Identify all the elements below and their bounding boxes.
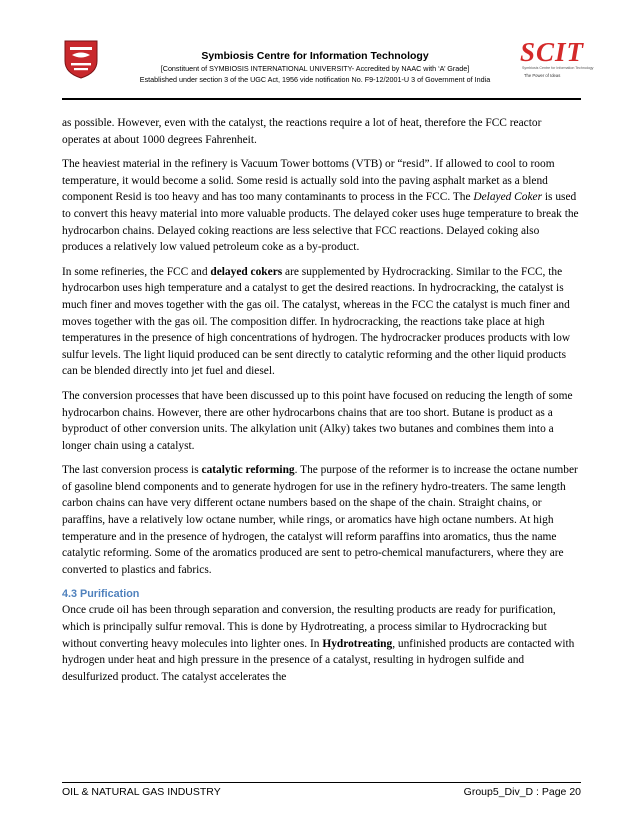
header-divider [62,98,581,100]
header-text [110,36,520,85]
page-body [62,115,581,693]
delayed-coker-term: Delayed Coker [473,191,543,204]
paragraph-hydrocracking-part1: In some refineries, the FCC and [62,265,211,278]
paragraph-hydrocracking-part2: are supplemented by Hydrocracking. Similar to the FCC, the hydrocarbon uses high temperature and a catalyst to get the desired reactions. In hydrocracking, the catalyst is much finer and moves together with the gas oil. The catalyst, whereas in the FCC the catalyst is much finer and moves together with the gas oil. The composition differ. In hydrocracking, the reactions take place at high temperatures in the presence of high concentrations of hydrogen. The hydrocracker produces products with low sulfur levels. The light liquid produced can be sent directly to catalytic reforming and the other liquid products can be blended directly into jet fuel and diesel. [62,265,571,378]
institute-title: Symbiosis Centre for Information Technology [201,50,429,62]
scit-logo [514,37,594,87]
institute-subtitle-line2: Established under section 3 of the UGC Act, 1956 vide notification No. F9-12/2001-U 3 of Government of India [139,75,491,84]
paragraph-resid [62,156,581,256]
scit-logo-word: SCIT [520,37,585,67]
paragraph-reforming [62,462,581,578]
symbiosis-emblem-icon [63,39,99,79]
footer-page-number: Group5_Div_D : Page 20 [463,786,581,798]
paragraph-purification [62,602,581,685]
paragraph-resid-part1: The heaviest material in the refinery is Vacuum Tower bottoms (VTB) or “resid”. If allowed to cool to room temperature, it would become a solid. Some resid is actually sold into the paving asphalt market as a blend component Resid is too heavy and has too many contaminants to process in the FCC. The [62,158,555,204]
hydrotreating-term: Hydrotreating [322,637,393,650]
paragraph-reforming-part1: The last conversion process is [62,464,202,477]
paragraph-purification-part2: , unfinished products are contacted with hydrogen under heat and high pressure in the presence of a catalyst, resulting in hydrogen sulfide and desulfurized product. The catalyst accelerates the [62,637,575,683]
catalytic-reforming-term: catalytic reforming [201,464,295,477]
paragraph-hydrocracking [62,264,581,380]
scit-logo-tagline1: Symbiosis Centre for Information Technology [522,66,594,70]
delayed-cokers-term: delayed cokers [210,265,283,278]
footer-divider [62,782,581,783]
footer-document-title: OIL & NATURAL GAS INDUSTRY [62,786,221,798]
paragraph-resid-part2: is used to convert this heavy material into more valuable products. The delayed coker uses huge temperature to break the hydrocarbon chains. Delayed coking reactions are less selective that FCC reactions. Delayed coking also produces a relatively low valued petroleum coke as a by-product. [62,191,579,254]
paragraph-reforming-part2: . The purpose of the reformer is to increase the octane number of gasoline blend components and to generate hydrogen for use in the refinery hydro-treaters. The same length carbon chains can have very different octane numbers based on the shape of the chain. Straight chains, or paraffins, have a relatively low octane number, while rings, or aromatics have high octane numbers. At high temperature and in the presence of hydrogen, the catalyst will reform paraffins into aromatics, thus the name catalytic reforming. Some of the aromatics produced are sent to petro-chemical manufacturers, where they are converted to plastics and fabrics. [62,464,578,576]
paragraph-purification-part1: Once crude oil has been through separation and conversion, the resulting products are ready for purification, which is principally sulfur removal. This is done by Hydrotreating, a process similar to Hydrocracking but without converting heavy molecules into lighter ones. In [62,604,556,650]
institute-subtitle-line1: [Constituent of SYMBIOSIS INTERNATIONAL UNIVERSITY- Accredited by NAAC with ‘A’ Grade] [160,64,470,73]
section-heading-purification: 4.3 Purification [62,588,140,601]
paragraph-fcc-heat: as possible. However, even with the catalyst, the reactions require a lot of heat, therefore the FCC reactor operates at about 1000 degrees Fahrenheit. [62,117,542,146]
paragraph-alkylation: The conversion processes that have been discussed up to this point have focused on reducing the length of some hydrocarbon chains. However, there are other hydrocarbons chains that are too short. Butane is product as a byproduct of other conversion units. The alkylation unit (Alky) takes two butanes and combines them into a longer chain using a catalyst. [62,389,573,452]
scit-logo-tagline2: The Power of Ideas [524,73,561,78]
